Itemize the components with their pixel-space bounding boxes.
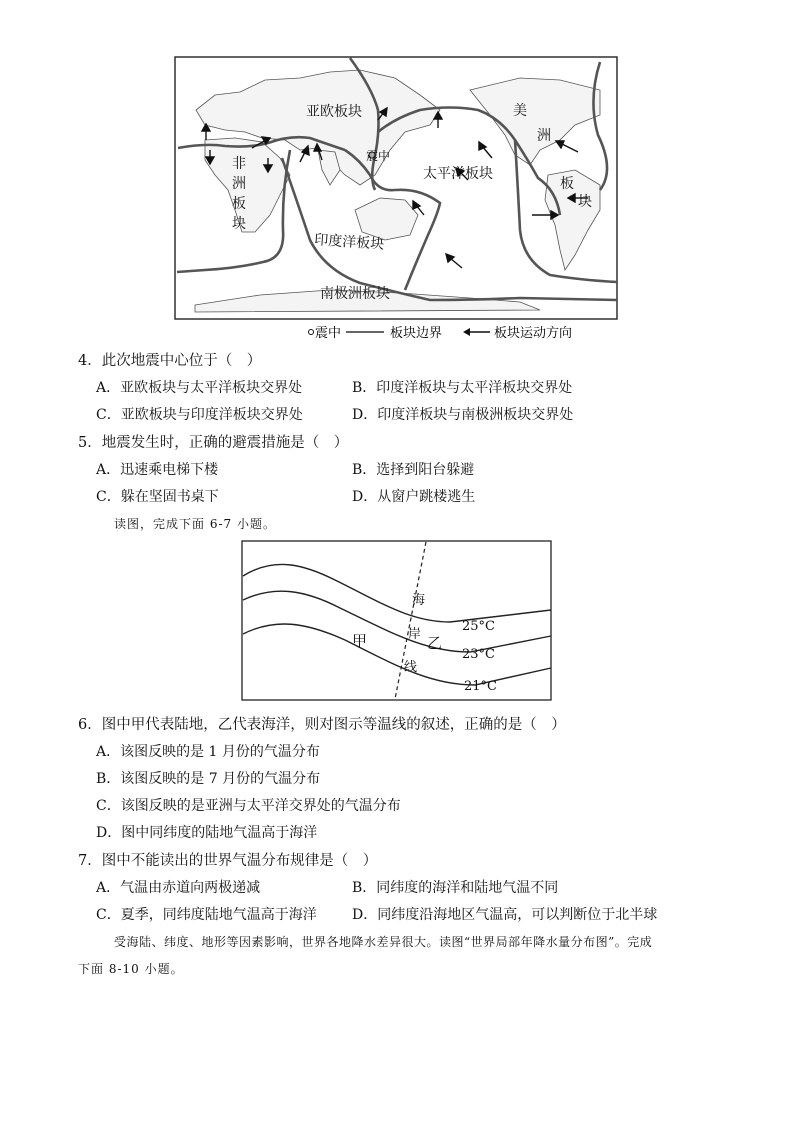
label-african-plate-1: 非 [232, 156, 246, 172]
label-eurasian-plate: 亚欧板块 [306, 104, 362, 120]
q7-option-d[interactable]: D．同纬度沿海地区气温高，可以判断位于北半球 [352, 907, 658, 923]
intro-8-10-line2: 下面 8-10 小题。 [78, 962, 184, 976]
label-coast-3: 线 [404, 660, 418, 675]
q7-option-a[interactable]: A．气温由赤道向两极递减 [96, 880, 261, 896]
label-land-jia: 甲 [352, 632, 368, 650]
label-american-plate-1: 美 [513, 103, 527, 119]
q4-option-c[interactable]: C．亚欧板块与印度洋板块交界处 [96, 407, 303, 423]
label-coast-1: 海 [412, 593, 426, 608]
label-african-plate-4: 块 [232, 216, 246, 232]
label-american-plate-4: 块 [578, 194, 592, 210]
q6-option-d[interactable]: D．图中同纬度的陆地气温高于海洋 [96, 825, 318, 841]
intro-6-7: 读图，完成下面 6-7 小题。 [114, 517, 276, 531]
q5-option-a[interactable]: A．迅速乘电梯下楼 [96, 462, 219, 478]
label-indian-plate: 印度洋板块 [313, 232, 385, 253]
q5-stem: 5．地震发生时，正确的避震措施是（ ） [78, 435, 349, 451]
intro-8-10-line1: 受海陆、纬度、地形等因素影响，世界各地降水差异很大。读图“世界局部年降水量分布图”。完成 [114, 935, 653, 949]
q4-stem: 4．此次地震中心位于（ ） [78, 353, 262, 369]
q6-option-a[interactable]: A．该图反映的是 1 月份的气温分布 [96, 744, 320, 760]
legend-epicenter-label: 震中 [315, 326, 342, 341]
q4-option-b[interactable]: B．印度洋板块与太平洋板块交界处 [352, 380, 573, 396]
label-american-plate-3: 板 [560, 176, 574, 192]
legend-direction-label: 板块运动方向 [494, 326, 573, 341]
label-25c: 25°C [462, 619, 495, 634]
legend-boundary-label: 板块边界 [390, 326, 443, 341]
q6-option-b[interactable]: B．该图反映的是 7 月份的气温分布 [96, 771, 321, 787]
q4-option-a[interactable]: A．亚欧板块与太平洋板块交界处 [96, 380, 303, 396]
label-antarctic-plate: 南极洲板块 [320, 286, 390, 302]
label-coast-2: 岸 [408, 627, 422, 642]
q5-option-b[interactable]: B．选择到阳台躲避 [352, 462, 475, 478]
q7-stem: 7．图中不能读出的世界气温分布规律是（ ） [78, 853, 378, 869]
label-african-plate-2: 洲 [232, 176, 246, 192]
label-african-plate-3: 板 [232, 196, 246, 212]
label-epicenter: 震中 [366, 149, 391, 163]
label-american-plate-2: 洲 [537, 128, 551, 144]
q7-option-c[interactable]: C．夏季，同纬度陆地气温高于海洋 [96, 907, 317, 923]
q6-option-c[interactable]: C．该图反映的是亚洲与太平洋交界处的气温分布 [96, 798, 401, 814]
label-23c: 23°C [462, 647, 495, 662]
label-21c: 21°C [464, 679, 497, 694]
q7-option-b[interactable]: B．同纬度的海洋和陆地气温不同 [352, 880, 559, 896]
q6-stem: 6．图中甲代表陆地，乙代表海洋，则对图示等温线的叙述，正确的是（ ） [78, 717, 566, 733]
label-sea-yi: 乙 [427, 634, 443, 652]
q4-option-d[interactable]: D．印度洋板块与南极洲板块交界处 [352, 407, 574, 423]
q5-option-c[interactable]: C．躲在坚固书桌下 [96, 489, 219, 505]
q5-option-d[interactable]: D．从窗户跳楼逃生 [352, 489, 476, 505]
label-pacific-plate: 太平洋板块 [423, 166, 493, 182]
